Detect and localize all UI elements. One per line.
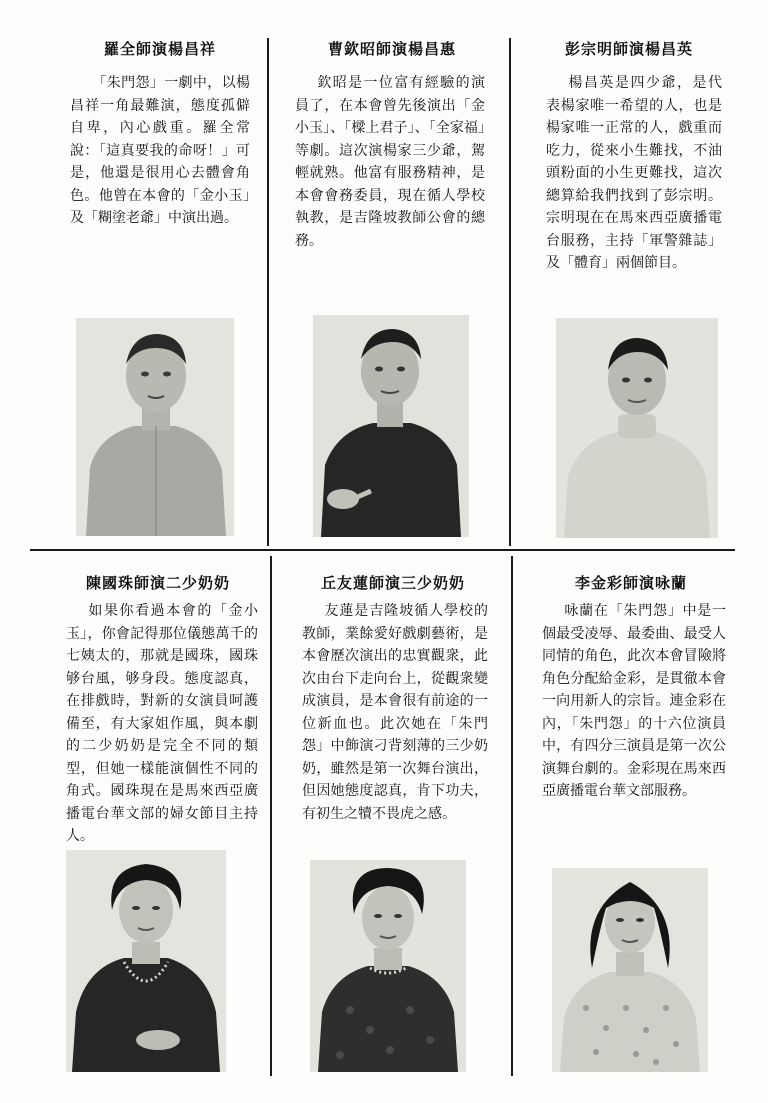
cast-entry [522,562,740,1082]
cast-entry-title: 丘友蓮師演三少奶奶 [320,574,465,592]
cast-entry-title: 彭宗明師演楊昌英 [564,40,693,58]
cast-entry [520,30,738,545]
photo-young-man-sweater [556,318,718,538]
photo-young-woman-patterned [552,868,708,1072]
row-divider [30,549,735,551]
cast-entry-title: 陳國珠師演二少奶奶 [85,574,230,592]
cast-entry-description: 如果你看過本會的「金小玉」，你會記得那位儀態萬千的七姨太的，那就是國珠，國珠够台風，够身段。態度認真，在排戲時，對新的女演員呵護備至，有大家姐作風，與本劇的二少奶奶是完全不同的類型，但她一樣能演個性不同的角式。國珠現在是馬來西亞廣播電台華文部的婦女節目主持人。 [66,603,258,844]
photo-woman-necklace [66,850,226,1072]
column-divider [509,38,511,546]
cast-entry-description: 咏蘭在「朱門怨」中是一個最受凌辱、最委曲、最受人同情的角色，此次本會冒險將角色分配給金彩，是貫徹本會一向用新人的宗旨。連金彩在內，「朱門怨」的十六位演員中，有四分三演員是第一次公演舞台劇的。金彩現在馬來西亞廣播電台華文部服務。 [542,603,726,799]
photo-man-gesturing [313,315,469,537]
column-divider [267,38,269,546]
cast-entry-title: 羅全師演楊昌祥 [103,40,216,58]
column-divider [511,556,513,1076]
cast-entry-description: 友蓮是吉隆坡循人學校的教師，業餘愛好戲劇藝術，是本會歷次演出的忠實觀衆，此次由台下走向台上，從觀衆變成演員，是本會很有前途的一位新血也。此次她在「朱門怨」中飾演刁背刻薄的三少奶奶，雖然是第一次舞台演出，但因她態度認真，肯下功夫，有初生之犢不畏虎之感。 [302,603,488,822]
cast-entry [284,562,502,1082]
cast-entry-description: 「朱門怨」一劇中，以楊昌祥一角最難演，態度孤僻自卑，內心戲重。羅全常說：「這真要我的命呀！」可是，他還是很用心去體會角色。他曾在本會的「金小玉」及「糊塗老爺」中演出過。 [70,75,250,226]
cast-entry-title: 曹欽昭師演楊昌惠 [327,40,456,58]
cast-entry-description: 欽昭是一位富有經驗的演員了，在本會曾先後演出「金小玉」、「樑上君子」、「全家福」等劇。這次演楊家三少爺，駕輕就熟。他富有服務精神，是本會會務委員，現在循人學校執教，是吉隆坡教師公會的總務。 [295,75,485,249]
column-divider [270,556,272,1076]
cast-entry [52,562,264,1082]
photo-man-long-gown [76,318,234,536]
cast-entry-title: 李金彩師演咏蘭 [574,574,687,592]
cast-entry [283,30,501,545]
photo-woman-cheongsam [310,860,466,1072]
cast-entry [62,30,258,545]
cast-entry-description: 楊昌英是四少爺，是代表楊家唯一希望的人，也是楊家唯一正常的人，戲重而吃力，從來小生難找，不油頭粉面的小生更難找，這次總算給我們找到了彭宗明。宗明現在在馬來西亞廣播電台服務，主持「軍警雜誌」及「體育」兩個節目。 [546,75,722,271]
